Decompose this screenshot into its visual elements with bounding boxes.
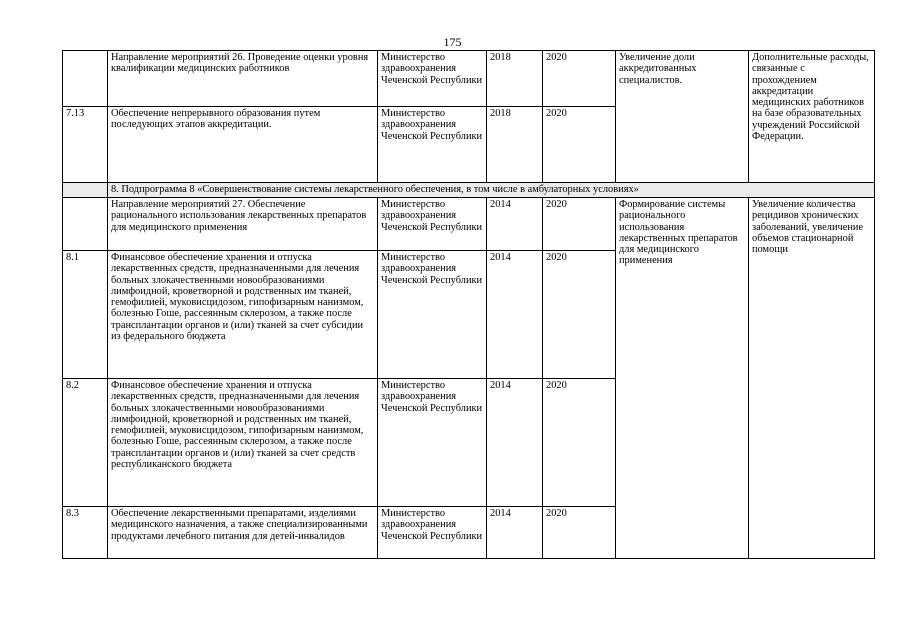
- executor: Министерство здравоохранения Чеченской Республики: [378, 507, 487, 559]
- measure-name: Обеспечение лекарственными препаратами, изделиями медицинского назначения, а также специализированными продуктами лечебного питания для детей-инвалидов: [108, 507, 378, 559]
- executor: Министерство здравоохранения Чеченской Республики: [378, 379, 487, 507]
- row-number: 8.3: [63, 507, 108, 559]
- subprogram-title: 8. Подпрограмма 8 «Совершенствование системы лекарственного обеспечения, в том числе в амбулаторных условиях»: [108, 183, 875, 198]
- row-number: 8.1: [63, 251, 108, 379]
- start-year: 2014: [487, 507, 543, 559]
- page-number: 175: [443, 35, 462, 49]
- executor: Министерство здравоохранения Чеченской Республики: [378, 51, 487, 107]
- row-number: [63, 198, 108, 251]
- end-year: 2020: [543, 51, 616, 107]
- end-year: 2020: [543, 379, 616, 507]
- start-year: 2014: [487, 198, 543, 251]
- start-year: 2014: [487, 379, 543, 507]
- measure-name: Финансовое обеспечение хранения и отпуска лекарственных средств, предназначенными для лечения больных злокачественными новообразованиями лимфоидной, кроветворной и родственных им тканей, гемофилией, муковисцидозом, гипофизарным нанизмом, болезнью Гоше, рассеянным склерозом, а также после трансплантации органов и (или) тканей за счет субсидии из федерального бюджета: [108, 251, 378, 379]
- row-number: [63, 183, 108, 198]
- executor: Министерство здравоохранения Чеченской Республики: [378, 198, 487, 251]
- end-year: 2020: [543, 107, 616, 183]
- end-year: 2020: [543, 198, 616, 251]
- measure-name: Направление мероприятий 27. Обеспечение рационального использования лекарственных препаратов для медицинского применения: [108, 198, 378, 251]
- end-year: 2020: [543, 251, 616, 379]
- expected-result: Формирование системы рационального использования лекарственных препаратов для медицинского применения: [616, 198, 749, 559]
- measure-name: Финансовое обеспечение хранения и отпуска лекарственных средств, предназначенными для лечения больных злокачественными новообразованиями лимфоидной, кроветворной и родственных им тканей, гемофилией, муковисцидозом, гипофизарным нанизмом, болезнью Гоше, рассеянным склерозом, а также после трансплантации органов и (или) тканей за счет средств республиканского бюджета: [108, 379, 378, 507]
- end-year: 2020: [543, 507, 616, 559]
- row-number: 7.13: [63, 107, 108, 183]
- table-row-subprogram-8: [63, 183, 875, 198]
- measure-name: Направление мероприятий 26. Проведение оценки уровня квалификации медицинских работников: [108, 51, 378, 107]
- non-implementation-consequence: Дополнительные расходы, связанные с прохождением аккредитации медицинских работников на базе образовательных учреждений Российской Федерации.: [749, 51, 875, 183]
- expected-result: Увеличение доли аккредитованных специалистов.: [616, 51, 749, 183]
- measure-name: Обеспечение непрерывного образования путем последующих этапов аккредитации.: [108, 107, 378, 183]
- non-implementation-consequence: Увеличение количества рецидивов хронических заболеваний, увеличение объемов стационарной помощи: [749, 198, 875, 559]
- measures-table: [62, 50, 875, 559]
- start-year: 2014: [487, 251, 543, 379]
- executor: Министерство здравоохранения Чеченской Республики: [378, 107, 487, 183]
- table-row-direction-27: [63, 198, 875, 251]
- executor: Министерство здравоохранения Чеченской Республики: [378, 251, 487, 379]
- row-number: [63, 51, 108, 107]
- table-row-direction-26: [63, 51, 875, 107]
- start-year: 2018: [487, 51, 543, 107]
- row-number: 8.2: [63, 379, 108, 507]
- start-year: 2018: [487, 107, 543, 183]
